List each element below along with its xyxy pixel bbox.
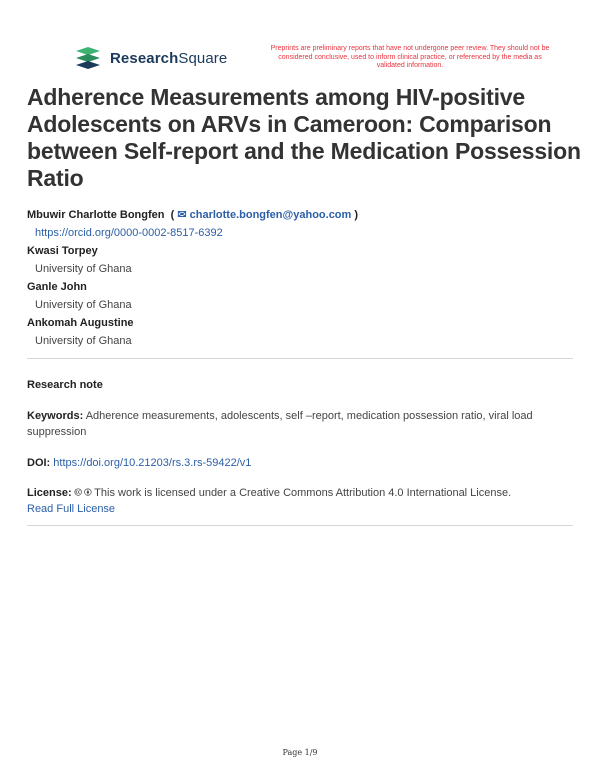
article-type: Research note	[27, 379, 103, 391]
author-affiliation: University of Ghana	[35, 299, 132, 311]
license-section	[27, 485, 573, 517]
author-name: Kwasi Torpey	[27, 245, 98, 257]
doi-section	[27, 455, 573, 471]
doi-link[interactable]: https://doi.org/10.21203/rs.3.rs-59422/v1	[53, 457, 252, 469]
keywords-label: Keywords:	[27, 410, 84, 422]
cc-by-icon: 🅭 🅯	[74, 487, 92, 499]
page-number: Page 1/9	[282, 748, 318, 757]
author-name: Ankomah Augustine	[27, 317, 134, 329]
author-affiliation: University of Ghana	[35, 263, 132, 275]
doi-label: DOI:	[27, 457, 51, 469]
email-icon: ✉	[177, 209, 187, 221]
paper-title: Adherence Measurements among HIV-positive Adolescents on ARVs in Cameroon: Comparison between Self-report and the Medication Possession Ratio	[27, 84, 581, 191]
keywords-section	[27, 408, 573, 440]
author-name: Ganle John	[27, 281, 87, 293]
keywords-text: Adherence measurements, adolescents, self –report, medication possession ratio, viral load suppression	[27, 410, 533, 438]
author-name: Mbuwir Charlotte Bongfen ( ✉ charlotte.bongfen@yahoo.com )	[27, 209, 359, 221]
read-full-license-link[interactable]: Read Full License	[27, 503, 116, 515]
logo-text: ResearchSquare	[110, 49, 228, 67]
license-text: This work is licensed under a Creative Commons Attribution 4.0 International License.	[94, 487, 512, 499]
author-list	[27, 206, 577, 350]
section-divider	[27, 358, 573, 359]
license-label: License:	[27, 487, 72, 499]
orcid-link[interactable]: https://orcid.org/0000-0002-8517-6392	[35, 227, 223, 239]
research-square-logo-icon	[74, 46, 102, 70]
author-affiliation: University of Ghana	[35, 335, 132, 347]
research-square-logo[interactable]	[74, 46, 227, 70]
section-divider	[27, 525, 573, 526]
author-email-link[interactable]: charlotte.bongfen@yahoo.com	[189, 209, 352, 221]
preprint-disclaimer: Preprints are preliminary reports that have not undergone peer review. They should not be considered conclusive, used to inform clinical practice, or referenced by the media as validated information.	[270, 45, 550, 69]
